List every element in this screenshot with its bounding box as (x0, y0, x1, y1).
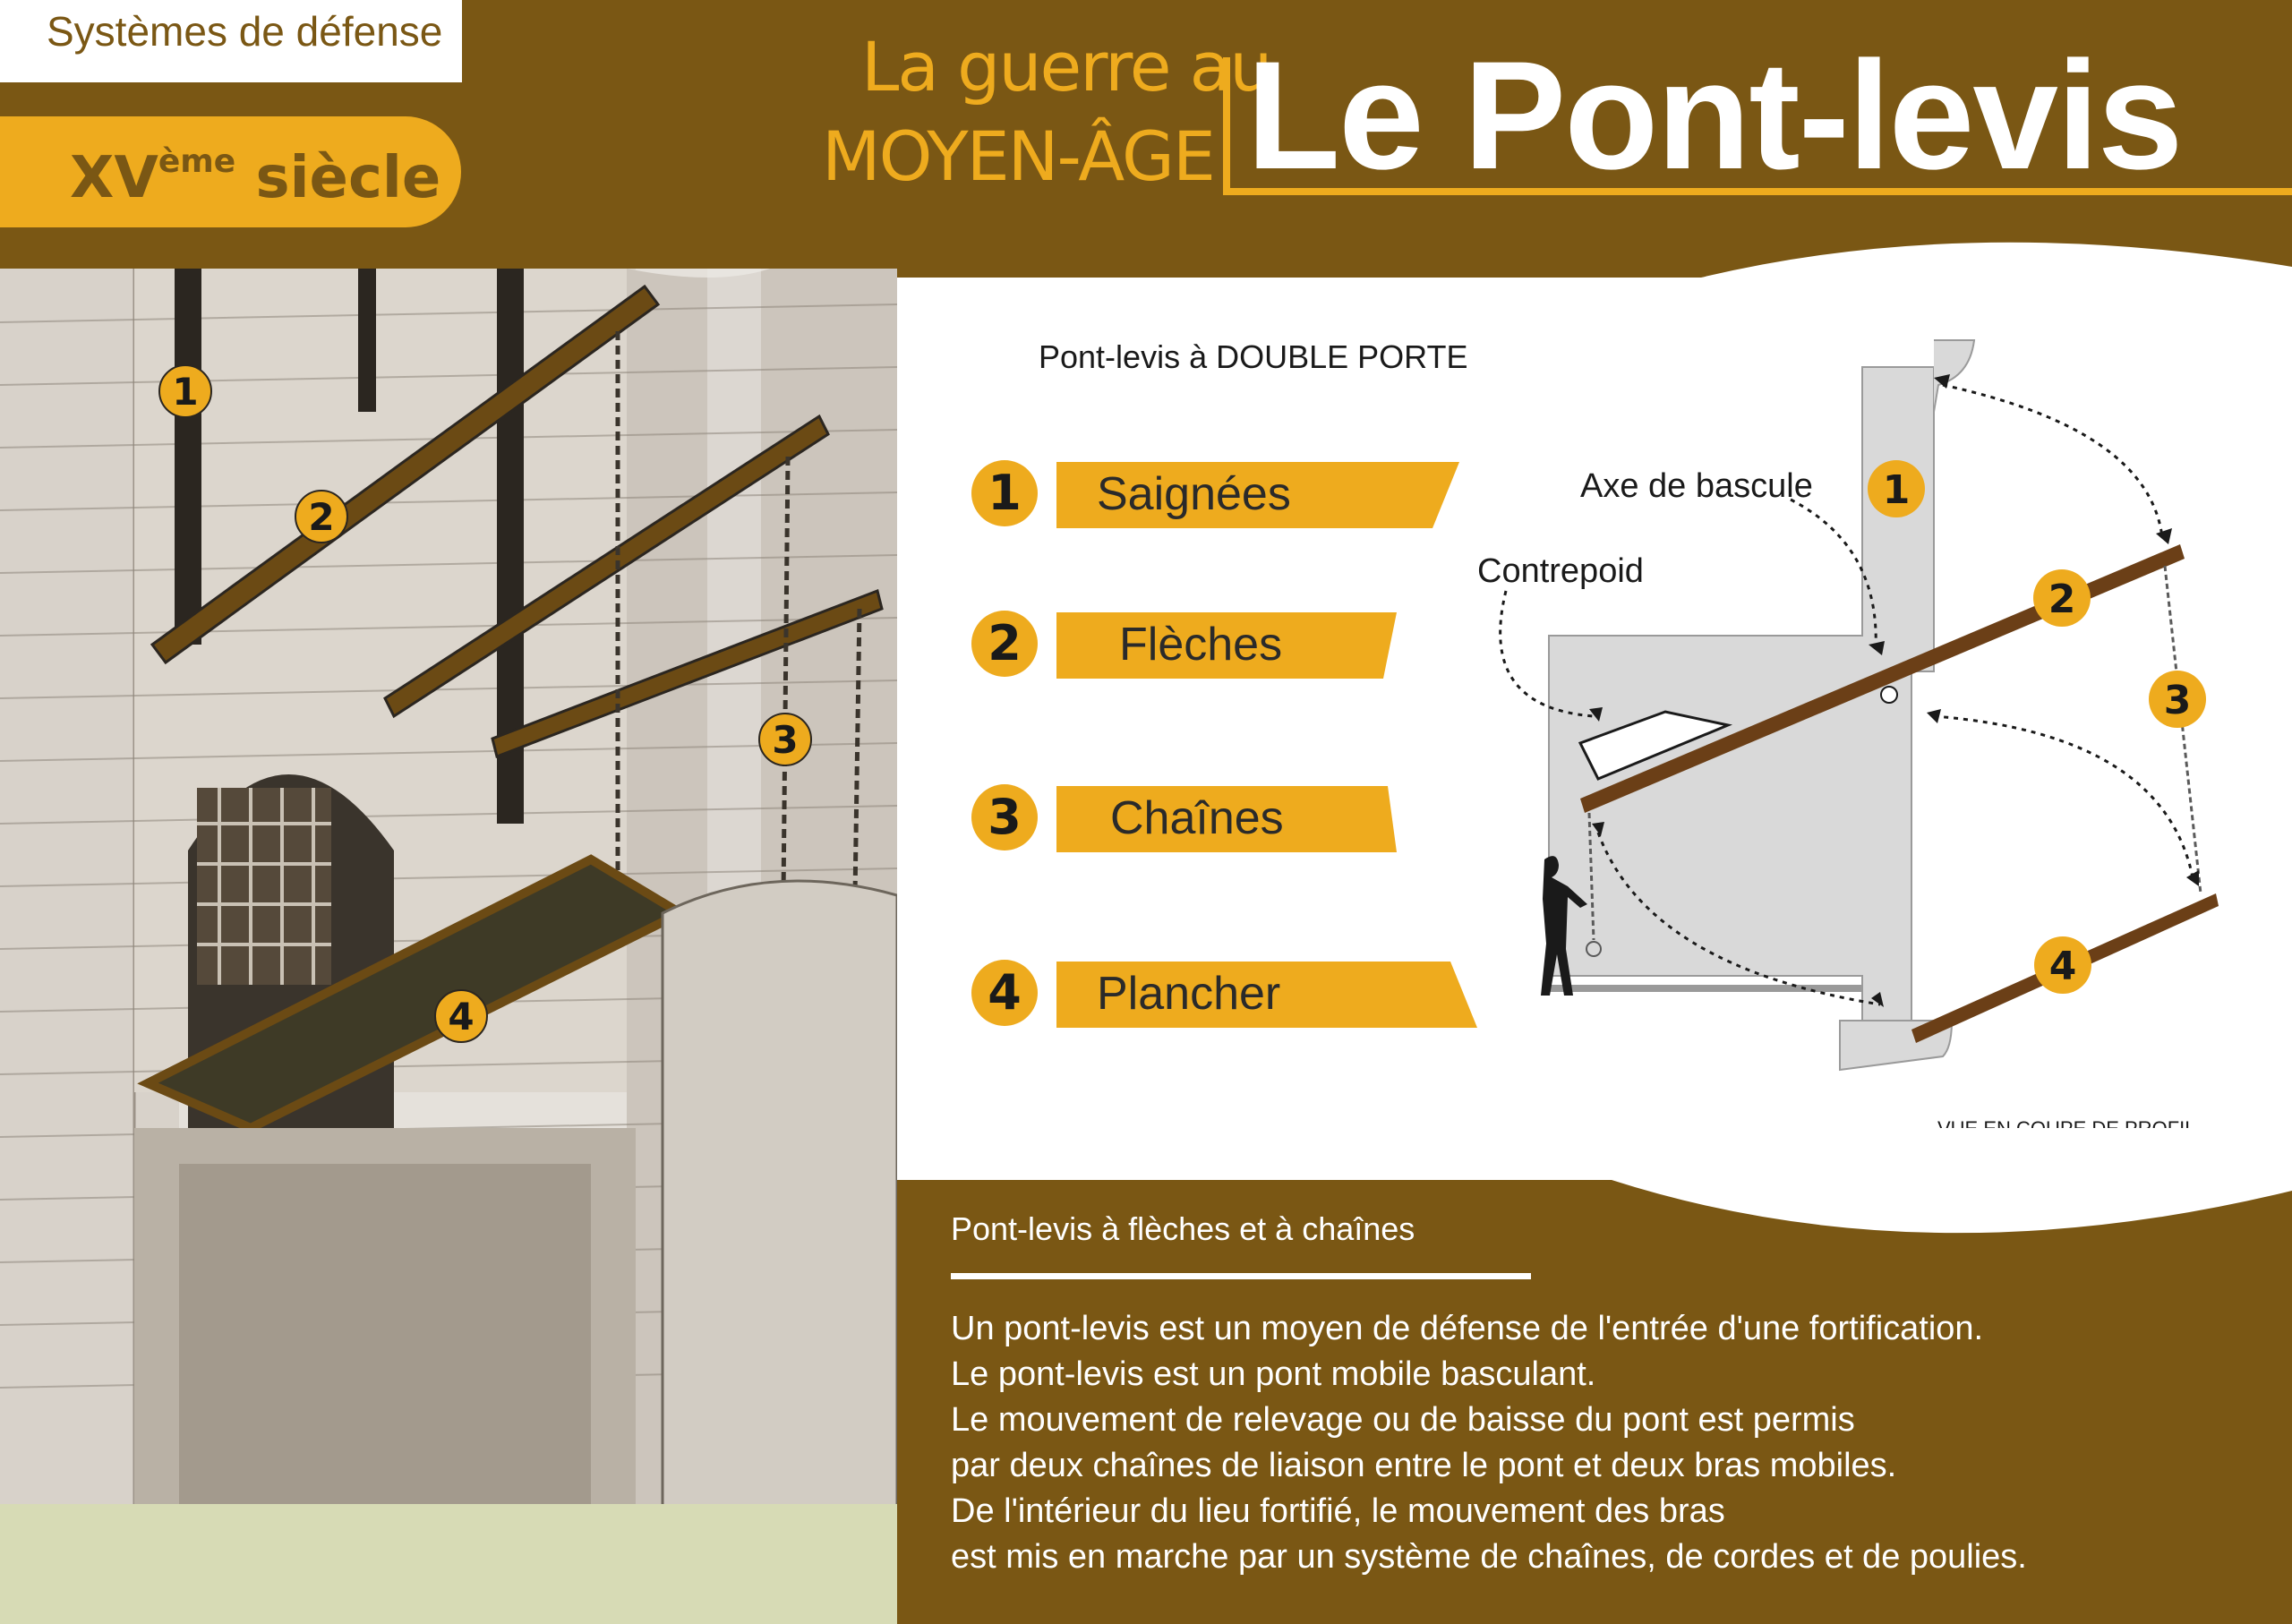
banner-curve (1701, 231, 2292, 303)
counterweight-label: Contrepoid (1477, 552, 1644, 590)
century-base: XV (70, 145, 158, 211)
category-label: Systèmes de défense (47, 8, 443, 55)
century-word: siècle (255, 145, 441, 211)
panel-line-2: Le pont-levis est un pont mobile basculant. (951, 1355, 1596, 1393)
cross-section-diagram (1432, 322, 2238, 1110)
panel-line-4: par deux chaînes de liaison entre le pont et deux bras mobiles. (951, 1447, 1897, 1484)
panel-heading: Pont-levis à flèches et à chaînes (951, 1210, 1415, 1247)
pivot-axis-label: Axe de bascule (1580, 467, 1813, 505)
legend-item-2 (971, 611, 1509, 682)
passage-inner-wall (179, 1164, 591, 1504)
diagram-marker-2-label: 2 (2048, 577, 2076, 622)
wall-section (1549, 367, 1934, 1030)
illustration-marker-2-label: 2 (308, 495, 335, 539)
subtitle-line-2: MOYEN-ÂGE (822, 116, 1214, 196)
diagram-marker-3-label: 3 (2163, 678, 2192, 723)
slot-left (175, 269, 201, 645)
legend-item-4 (971, 960, 1509, 1031)
legend-label-2: Flèches (1119, 619, 1283, 671)
legend-number-1: 1 (971, 460, 1038, 526)
legend-label-3: Chaînes (1110, 792, 1284, 844)
panel-curve-shape (1612, 1128, 2292, 1233)
arrow-right (1934, 716, 2194, 882)
legend-item-3 (971, 784, 1509, 856)
panel-curve (1612, 1128, 2292, 1244)
cornice (1934, 340, 1974, 412)
panel-line-1: Un pont-levis est un moyen de défense de l'entrée d'une fortification. (951, 1310, 1984, 1347)
diagram-marker-1-label: 1 (1882, 467, 1911, 513)
legend-label-1: Saignées (1097, 468, 1291, 520)
drawbridge-illustration (0, 269, 897, 1624)
ground (0, 1504, 897, 1624)
page-title: Le Pont-levis (1246, 30, 2182, 201)
illustration-marker-1-label: 1 (172, 370, 199, 414)
legend-label-4: Plancher (1097, 968, 1281, 1020)
chain-diagram (2165, 566, 2201, 893)
arrow-top (1943, 385, 2162, 537)
portcullis (197, 788, 331, 985)
legend-item-1 (971, 460, 1509, 532)
banner-curve-shape (1701, 243, 2292, 303)
panel-divider (951, 1273, 1531, 1279)
diagram-title: Pont-levis à DOUBLE PORTE (1039, 338, 1468, 375)
diagram-marker-4-label: 4 (2048, 944, 2077, 989)
panel-line-5: De l'intérieur du lieu fortifié, le mouvement des bras (951, 1492, 1725, 1530)
legend-number-3: 3 (971, 784, 1038, 850)
illustration-marker-4-label: 4 (448, 995, 475, 1039)
subtitle-line-1: La guerre au (861, 27, 1271, 107)
legend-number-4: 4 (971, 960, 1038, 1026)
panel-line-6: est mis en marche par un système de chaînes, de cordes et de poulies. (951, 1538, 2027, 1576)
legend-number-2: 2 (971, 611, 1038, 677)
century-superscript: ème (158, 143, 236, 180)
slot-top (358, 269, 376, 412)
century-label (70, 143, 440, 211)
panel-line-3: Le mouvement de relevage ou de baisse du pont est permis (951, 1401, 1855, 1439)
pivot-point (1881, 687, 1897, 703)
illustration-marker-3-label: 3 (772, 718, 799, 762)
